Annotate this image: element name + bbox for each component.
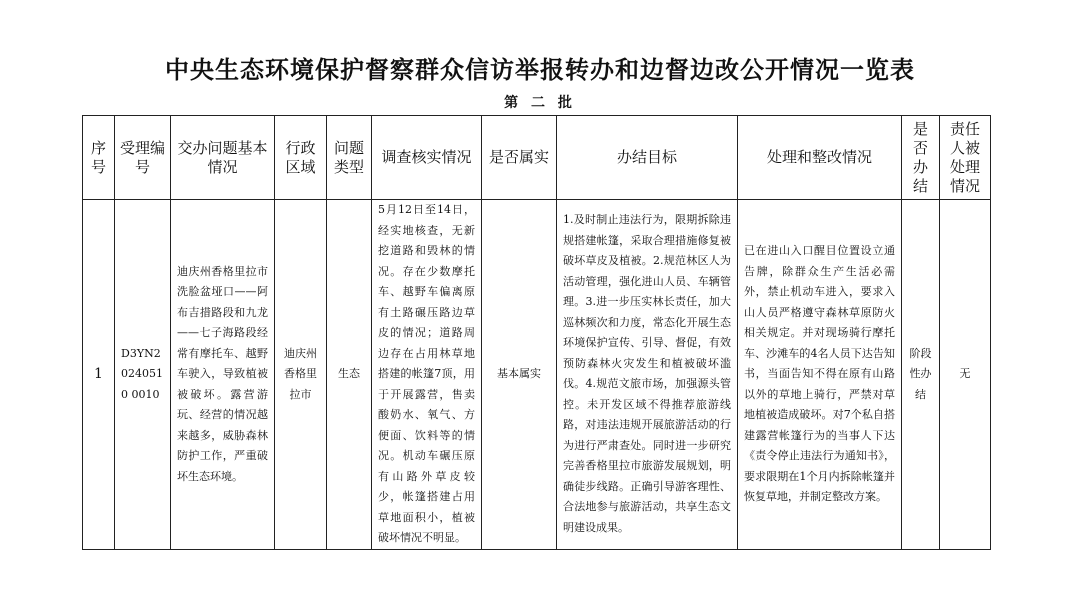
cell-goals: 1.及时制止违法行为，限期拆除违规搭建帐篷，采取合理措施修复被破坏草皮及植被。2.规范林区人为活动管理，强化进山人员、车辆管理。3.进一步压实林长责任，加大巡林频次和力度，常态化开展生态环境保护宣传、引导、督促，有效预防森林火灾发生和植被破坏滥伐。4.规范文旅市场，加强源头管控。未开发区域不得推荐旅游线路，对违法违规开展旅游活动的行为进行严肃查处。同时进一步研究完善香格里拉市旅游发展规划，明确徒步线路。正确引导游客理性、合法地参与旅游活动，共享生态文明建设成果。 bbox=[557, 200, 738, 550]
disclosure-table bbox=[82, 115, 991, 550]
cell-completed: 阶段性办结 bbox=[902, 200, 940, 550]
header-row bbox=[83, 116, 991, 200]
cell-problem: 迪庆州香格里拉市洗脸盆垭口——阿布吉措路段和九龙——七子海路段经常有摩托车、越野车驶入，导致植被被破坏。露营游玩、经营的情况越来越多，威胁森林防护工作，严重破坏生态环境。 bbox=[171, 200, 275, 550]
cell-index: 1 bbox=[83, 200, 115, 550]
header-goals: 办结目标 bbox=[557, 116, 738, 200]
header-case-no: 受理编号 bbox=[115, 116, 171, 200]
cell-region: 迪庆州香格里拉市 bbox=[275, 200, 327, 550]
cell-type: 生态 bbox=[327, 200, 372, 550]
document-title: 中央生态环境保护督察群众信访举报转办和边督边改公开情况一览表 bbox=[165, 55, 915, 84]
batch-label: 第 二 批 bbox=[504, 95, 576, 111]
header-problem: 交办问题基本情况 bbox=[171, 116, 275, 200]
header-accountability: 责任人被处理情况 bbox=[940, 116, 991, 200]
table-row bbox=[83, 200, 991, 550]
cell-accountability: 无 bbox=[940, 200, 991, 550]
header-type: 问题类型 bbox=[327, 116, 372, 200]
cell-verified: 基本属实 bbox=[482, 200, 557, 550]
header-rectification: 处理和整改情况 bbox=[738, 116, 902, 200]
header-investigation: 调查核实情况 bbox=[372, 116, 482, 200]
header-verified: 是否属实 bbox=[482, 116, 557, 200]
cell-case-no: D3YN20240510 0010 bbox=[115, 200, 171, 550]
cell-investigation: 5月12日至14日，经实地核查，无新挖道路和毁林的情况。存在少数摩托车、越野车偏离原有土路碾压路边草皮的情况；道路周边存在占用林草地搭建的帐篷7顶，用于开展露营，售卖酸奶水、氧气、方便面、饮料等的情况。机动车碾压原有山路外草皮较少，帐篷搭建占用草地面积小，植被破坏情况不明显。 bbox=[372, 200, 482, 550]
cell-rectification: 已在进山入口醒目位置设立通告牌，除群众生产生活必需外，禁止机动车进入，要求入山人员严格遵守森林草原防火相关规定。并对现场骑行摩托车、沙滩车的4名人员下达告知书，当面告知不得在原有山路以外的草地上骑行，严禁对草地植被造成破坏。对7个私自搭建露营帐篷行为的当事人下达《责令停止违法行为通知书》，要求限期在1个月内拆除帐篷并恢复草地，并制定整改方案。 bbox=[738, 200, 902, 550]
header-region: 行政区域 bbox=[275, 116, 327, 200]
header-completed: 是否办结 bbox=[902, 116, 940, 200]
header-index: 序号 bbox=[83, 116, 115, 200]
